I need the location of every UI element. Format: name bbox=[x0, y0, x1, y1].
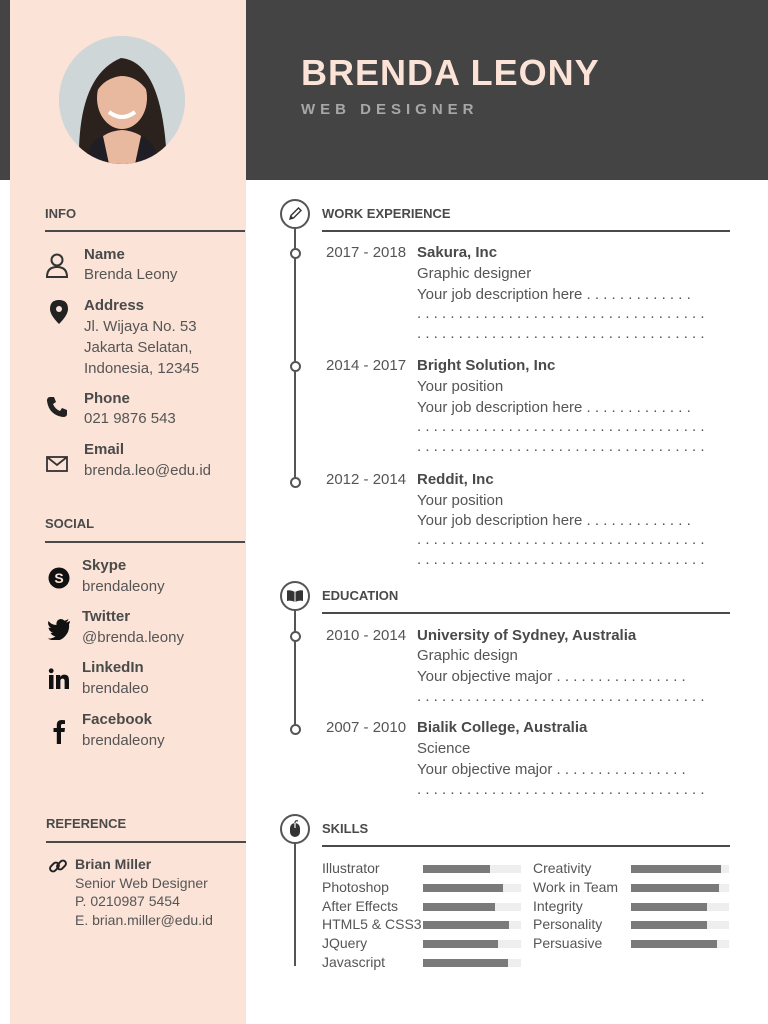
education-2-dots: . . . . . . . . . . . . . . . . . . . . . . . . . . . . . . . . . . . bbox=[417, 781, 705, 798]
left-skill-bar-fill bbox=[423, 884, 503, 892]
right-skill-bar bbox=[631, 921, 729, 929]
work-2-role: Your position bbox=[417, 378, 504, 395]
work-2-desc: Your job description here . . . . . . . . . . . . . bbox=[417, 399, 691, 416]
right-skill-name: Persuasive bbox=[533, 935, 603, 952]
left-skill-bar bbox=[423, 903, 521, 911]
work-dot-2 bbox=[290, 361, 301, 372]
left-skill-bar-fill bbox=[423, 865, 490, 873]
education-2-field: Science bbox=[417, 740, 471, 757]
info-phone-value: 021 9876 543 bbox=[84, 410, 176, 427]
left-skill-bar-fill bbox=[423, 903, 495, 911]
left-skill-bar-fill bbox=[423, 921, 509, 929]
right-skill-bar bbox=[631, 903, 729, 911]
social-skype-label: Skype bbox=[82, 557, 127, 574]
left-skill-name: After Effects bbox=[322, 897, 398, 914]
info-email-label: Email bbox=[84, 441, 125, 458]
right-skill-bar-fill bbox=[631, 921, 707, 929]
skills-title: SKILLS bbox=[322, 821, 369, 836]
info-name-value: Brenda Leony bbox=[84, 266, 178, 283]
work-1-years: 2017 - 2018 bbox=[326, 244, 407, 261]
work-rule bbox=[322, 230, 730, 232]
link-icon bbox=[47, 855, 69, 877]
envelope-icon bbox=[44, 451, 70, 477]
work-3-desc: Your job description here . . . . . . . . . . . . . bbox=[417, 512, 691, 529]
education-1-school: University of Sydney, Australia bbox=[417, 627, 637, 644]
work-1-role: Graphic designer bbox=[417, 265, 532, 282]
right-skill-name: Work in Team bbox=[533, 878, 619, 895]
info-address-line-3: Indonesia, 12345 bbox=[84, 360, 200, 377]
left-skill-name: HTML5 & CSS3 bbox=[322, 916, 422, 933]
right-skill-bar bbox=[631, 940, 729, 948]
person-name: BRENDA LEONY bbox=[301, 52, 600, 93]
info-name-label: Name bbox=[84, 246, 125, 263]
work-3-role: Your position bbox=[417, 492, 504, 509]
location-pin-icon bbox=[46, 299, 72, 325]
left-skill-name: JQuery bbox=[322, 935, 368, 952]
left-skill-name: Javascript bbox=[322, 954, 386, 970]
left-skill-bar bbox=[423, 865, 521, 873]
social-title: SOCIAL bbox=[45, 516, 95, 531]
work-3-company: Reddit, Inc bbox=[417, 471, 494, 488]
person-role: WEB DESIGNER bbox=[301, 101, 479, 118]
education-1-dots: . . . . . . . . . . . . . . . . . . . . . . . . . . . . . . . . . . . bbox=[417, 688, 705, 705]
left-skill-bar bbox=[423, 959, 521, 967]
left-skill-bar bbox=[423, 921, 521, 929]
right-skill-bar bbox=[631, 884, 729, 892]
work-2-company: Bright Solution, Inc bbox=[417, 357, 556, 374]
education-dot-1 bbox=[290, 631, 301, 642]
work-1-desc: Your job description here . . . . . . . . . . . . . bbox=[417, 286, 691, 303]
pencil-icon bbox=[280, 199, 310, 229]
work-3-years: 2012 - 2014 bbox=[326, 471, 407, 488]
svg-text:S: S bbox=[54, 570, 64, 586]
work-1-dots-1: . . . . . . . . . . . . . . . . . . . . . . . . . . . . . . . . . . . bbox=[417, 305, 705, 322]
skills-timeline-line bbox=[294, 842, 296, 966]
work-1-company: Sakura, Inc bbox=[417, 244, 498, 261]
info-email-value: brenda.leo@edu.id bbox=[84, 462, 211, 479]
reference-title: REFERENCE bbox=[46, 816, 127, 831]
work-dot-1 bbox=[290, 248, 301, 259]
right-skill-name: Integrity bbox=[533, 897, 583, 914]
work-timeline-line bbox=[294, 228, 296, 480]
twitter-icon bbox=[46, 616, 72, 642]
work-2-dots-1: . . . . . . . . . . . . . . . . . . . . . . . . . . . . . . . . . . . bbox=[417, 418, 705, 435]
info-address-line-2: Jakarta Selatan, bbox=[84, 339, 193, 356]
social-facebook-label: Facebook bbox=[82, 711, 153, 728]
education-2-school: Bialik College, Australia bbox=[417, 719, 588, 736]
social-twitter-value: @brenda.leony bbox=[82, 629, 184, 646]
work-dot-3 bbox=[290, 477, 301, 488]
header-left-strip bbox=[0, 0, 10, 180]
phone-icon bbox=[44, 394, 70, 420]
left-skill-bar bbox=[423, 940, 521, 948]
social-rule bbox=[45, 541, 245, 543]
social-twitter-label: Twitter bbox=[82, 608, 131, 625]
work-2-years: 2014 - 2017 bbox=[326, 357, 407, 374]
info-title: INFO bbox=[45, 206, 77, 221]
linkedin-icon bbox=[46, 666, 72, 692]
reference-position: Senior Web Designer bbox=[75, 875, 208, 891]
left-skill-name: Photoshop bbox=[322, 878, 389, 895]
education-2-years: 2007 - 2010 bbox=[326, 719, 407, 736]
right-skill-bar-fill bbox=[631, 884, 719, 892]
skills-rule bbox=[322, 845, 730, 847]
work-3-dots-1: . . . . . . . . . . . . . . . . . . . . . . . . . . . . . . . . . . . bbox=[417, 531, 705, 548]
right-skill-name: Creativity bbox=[533, 860, 592, 876]
education-1-years: 2010 - 2014 bbox=[326, 627, 407, 644]
facebook-icon bbox=[46, 718, 72, 744]
right-skill-bar-fill bbox=[631, 865, 721, 873]
left-skill-bar-fill bbox=[423, 940, 498, 948]
left-skill-bar bbox=[423, 884, 521, 892]
right-skill-bar-fill bbox=[631, 940, 717, 948]
work-title: WORK EXPERIENCE bbox=[322, 206, 451, 221]
social-linkedin-label: LinkedIn bbox=[82, 659, 144, 676]
work-3-dots-2: . . . . . . . . . . . . . . . . . . . . . . . . . . . . . . . . . . . bbox=[417, 551, 705, 568]
education-2-desc: Your objective major . . . . . . . . . . . . . . . . bbox=[417, 761, 686, 778]
reference-email: E. brian.miller@edu.id bbox=[75, 912, 213, 928]
right-skill-bar-fill bbox=[631, 903, 707, 911]
work-2-dots-2: . . . . . . . . . . . . . . . . . . . . . . . . . . . . . . . . . . . bbox=[417, 438, 705, 455]
education-timeline-line bbox=[294, 609, 296, 729]
user-icon bbox=[44, 252, 70, 278]
education-title: EDUCATION bbox=[322, 588, 399, 603]
reference-name: Brian Miller bbox=[75, 856, 152, 872]
book-icon bbox=[280, 581, 310, 611]
work-1-dots-2: . . . . . . . . . . . . . . . . . . . . . . . . . . . . . . . . . . . bbox=[417, 325, 705, 342]
right-skill-name: Personality bbox=[533, 916, 603, 933]
mouse-icon bbox=[280, 814, 310, 844]
reference-phone: P. 0210987 5454 bbox=[75, 893, 180, 909]
education-dot-2 bbox=[290, 724, 301, 735]
skype-icon bbox=[46, 565, 72, 591]
social-facebook-value: brendaleony bbox=[82, 732, 165, 749]
profile-photo bbox=[59, 36, 185, 164]
info-address-label: Address bbox=[84, 297, 145, 314]
education-1-desc: Your objective major . . . . . . . . . . . . . . . . bbox=[417, 668, 686, 685]
info-address-line-1: Jl. Wijaya No. 53 bbox=[84, 318, 197, 335]
education-rule bbox=[322, 612, 730, 614]
info-phone-label: Phone bbox=[84, 390, 130, 407]
social-skype-value: brendaleony bbox=[82, 578, 165, 595]
social-linkedin-value: brendaleo bbox=[82, 680, 149, 697]
right-skill-bar bbox=[631, 865, 729, 873]
education-1-field: Graphic design bbox=[417, 647, 518, 664]
left-skill-bar-fill bbox=[423, 959, 508, 967]
reference-rule bbox=[46, 841, 246, 843]
left-skill-name: Illustrator bbox=[322, 860, 380, 876]
info-rule bbox=[45, 230, 245, 232]
